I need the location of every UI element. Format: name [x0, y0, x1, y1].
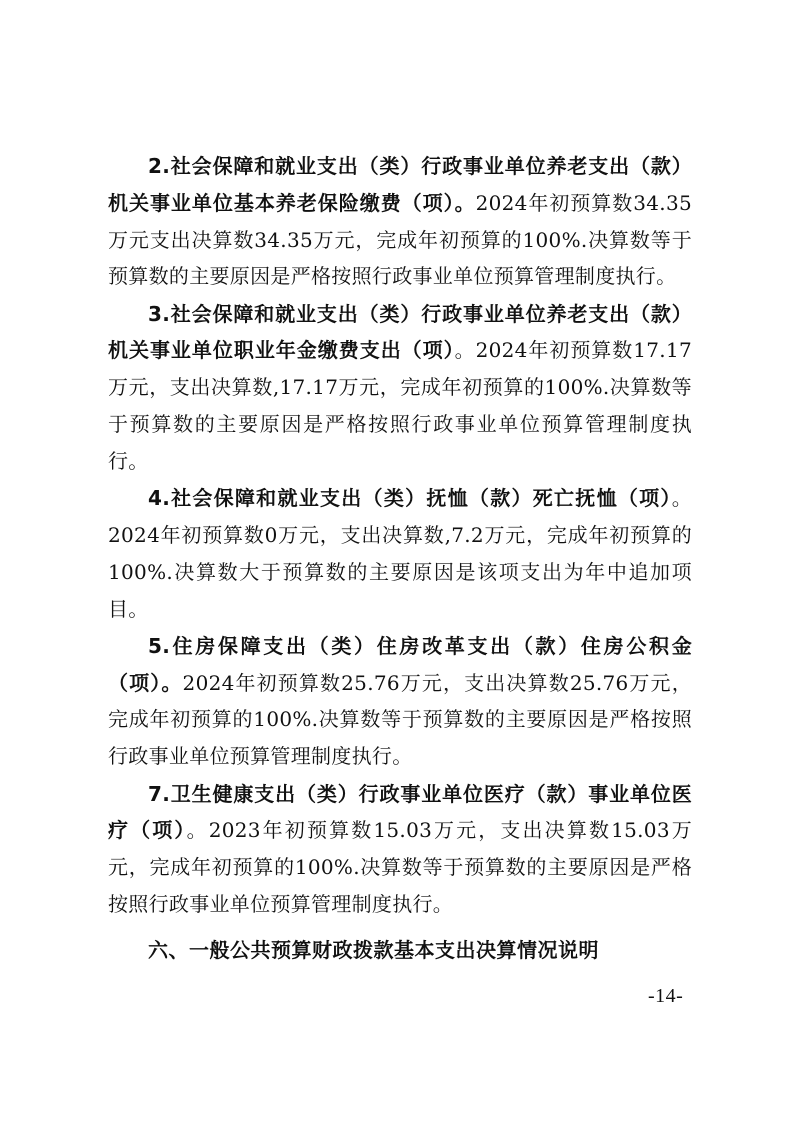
paragraph-body: 2024年初预算数34.35万元支出决算数34.35万元，完成年初预算的100%.决算数等于预算数的主要原因是严格按照行政事业单位预算管理制度执行。: [108, 190, 692, 289]
paragraph-death-pension: [108, 480, 692, 627]
paragraph-body: 2024年初预算数25.76万元，支出决算数25.76万元，完成年初预算的100%.决算数等于预算数的主要原因是严格按照行政事业单位预算管理制度执行。: [108, 670, 692, 769]
paragraph-body: 。2024年初预算数17.17万元，支出决算数,17.17万元，完成年初预算的100%.决算数等于预算数的主要原因是严格按照行政事业单位预算管理制度执行。: [108, 338, 692, 473]
paragraph-lead: 4.社会保障和就业支出（类）抚恤（款）死亡抚恤（项）: [148, 486, 672, 511]
paragraph-medical-care: [108, 776, 692, 923]
paragraph-lead: 7.卫生健康支出（类）行政事业单位医疗（款）事业单位医疗（项）: [108, 781, 692, 843]
paragraph-housing-fund: [108, 628, 692, 775]
document-body: [108, 148, 692, 968]
page-number: -14-: [648, 985, 684, 1007]
paragraph-lead: 5.住房保障支出（类）住房改革支出（款）住房公积金（项）。: [108, 633, 692, 695]
paragraph-occupational-annuity: [108, 296, 692, 480]
paragraph-body: 。2024年初预算数0万元，支出决算数,7.2万元，完成年初预算的100%.决算数大于预算数的主要原因是该项支出为年中追加项目。: [108, 486, 692, 621]
paragraph-lead: 2.社会保障和就业支出（类）行政事业单位养老支出（款）机关事业单位基本养老保险缴费（项）。: [108, 154, 692, 215]
paragraph-body: 。2023年初预算数15.03万元，支出决算数15.03万元，完成年初预算的100%.决算数等于预算数的主要原因是严格按照行政事业单位预算管理制度执行。: [108, 818, 692, 916]
section-heading: 六、一般公共预算财政拨款基本支出决算情况说明: [148, 937, 599, 962]
paragraph-lead: 3.社会保障和就业支出（类）行政事业单位养老支出（款）机关事业单位职业年金缴费支出（项）: [108, 301, 692, 363]
paragraph-social-security-basic-pension: [108, 148, 692, 295]
